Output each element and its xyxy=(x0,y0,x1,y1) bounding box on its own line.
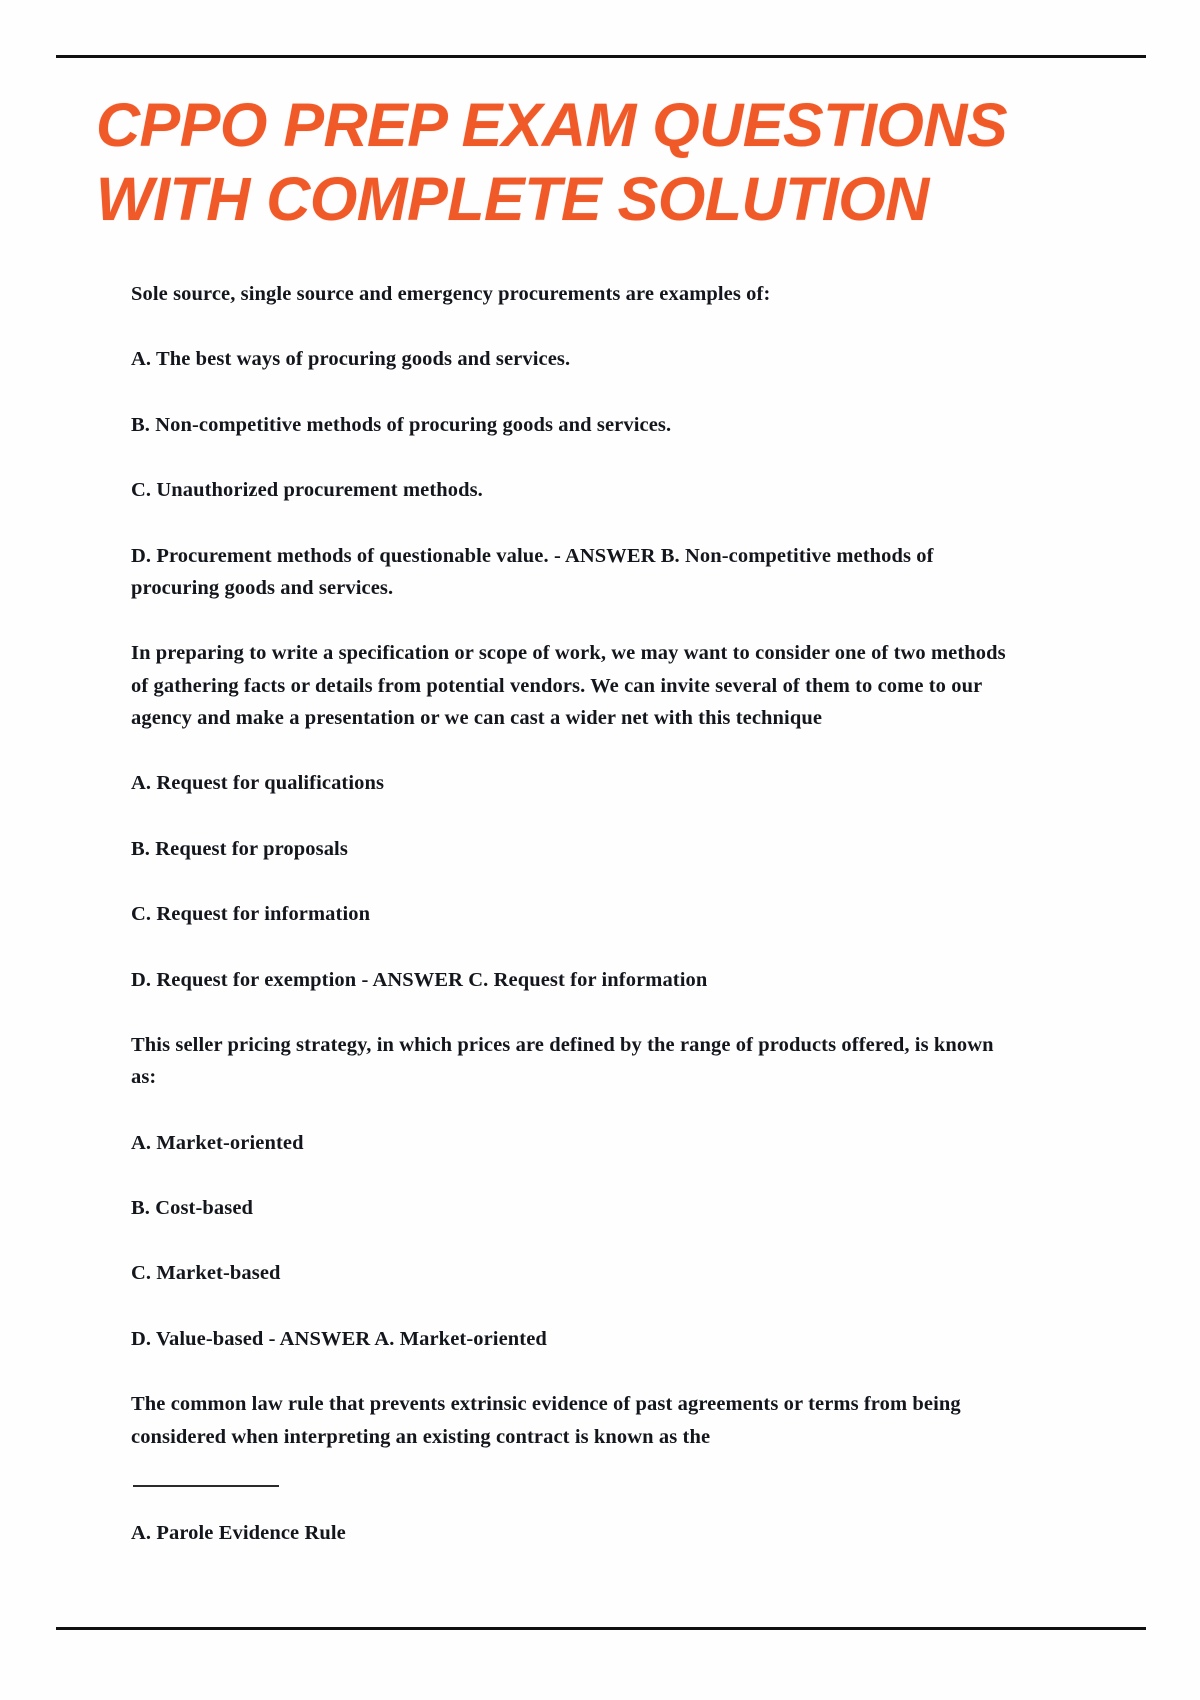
footer-divider xyxy=(56,1627,1146,1630)
question-4-stem: The common law rule that prevents extrinsic evidence of past agreements or terms from being considered when interpreting an existing contract is known as the xyxy=(131,1393,961,1448)
question-2-option-c: C. Request for information xyxy=(131,903,371,926)
question-1-option-d-answer: D. Procurement methods of questionable value. - ANSWER B. Non-competitive methods of procuring goods and services. xyxy=(131,544,934,599)
question-3-option-a: A. Market-oriented xyxy=(131,1131,304,1154)
question-3-option-b: B. Cost-based xyxy=(131,1197,254,1219)
question-2-stem: In preparing to write a specification or scope of work, we may want to consider one of two methods of gathering facts or details from potential vendors. We can invite several of them to come to our agency and make a presentation or we can cast a wider net with this technique xyxy=(131,642,1006,729)
question-1-stem: Sole source, single source and emergency procurements are examples of: xyxy=(131,283,771,305)
question-1-option-c: C. Unauthorized procurement methods. xyxy=(131,479,483,502)
title-block xyxy=(96,88,1106,237)
page-title: CPPO PREP EXAM QUESTIONS WITH COMPLETE SOLUTION xyxy=(96,91,1008,234)
question-2-option-a: A. Request for qualifications xyxy=(131,772,385,795)
question-3-option-c: C. Market-based xyxy=(131,1262,281,1285)
document-body xyxy=(131,278,1017,1549)
question-2-option-d-answer: D. Request for exemption - ANSWER C. Request for information xyxy=(131,968,708,991)
question-2-option-b: B. Request for proposals xyxy=(131,837,348,860)
question-3-stem: This seller pricing strategy, in which prices are defined by the range of products offered, is known as: xyxy=(131,1033,994,1089)
fill-in-blank-rule xyxy=(133,1485,279,1487)
question-4-option-a: A. Parole Evidence Rule xyxy=(131,1521,346,1544)
question-3-option-d-answer: D. Value-based - ANSWER A. Market-oriented xyxy=(131,1327,547,1350)
header-divider xyxy=(56,55,1146,58)
question-1-option-b: B. Non-competitive methods of procuring goods and services. xyxy=(131,413,672,436)
question-1-option-a: A. The best ways of procuring goods and services. xyxy=(131,348,571,371)
